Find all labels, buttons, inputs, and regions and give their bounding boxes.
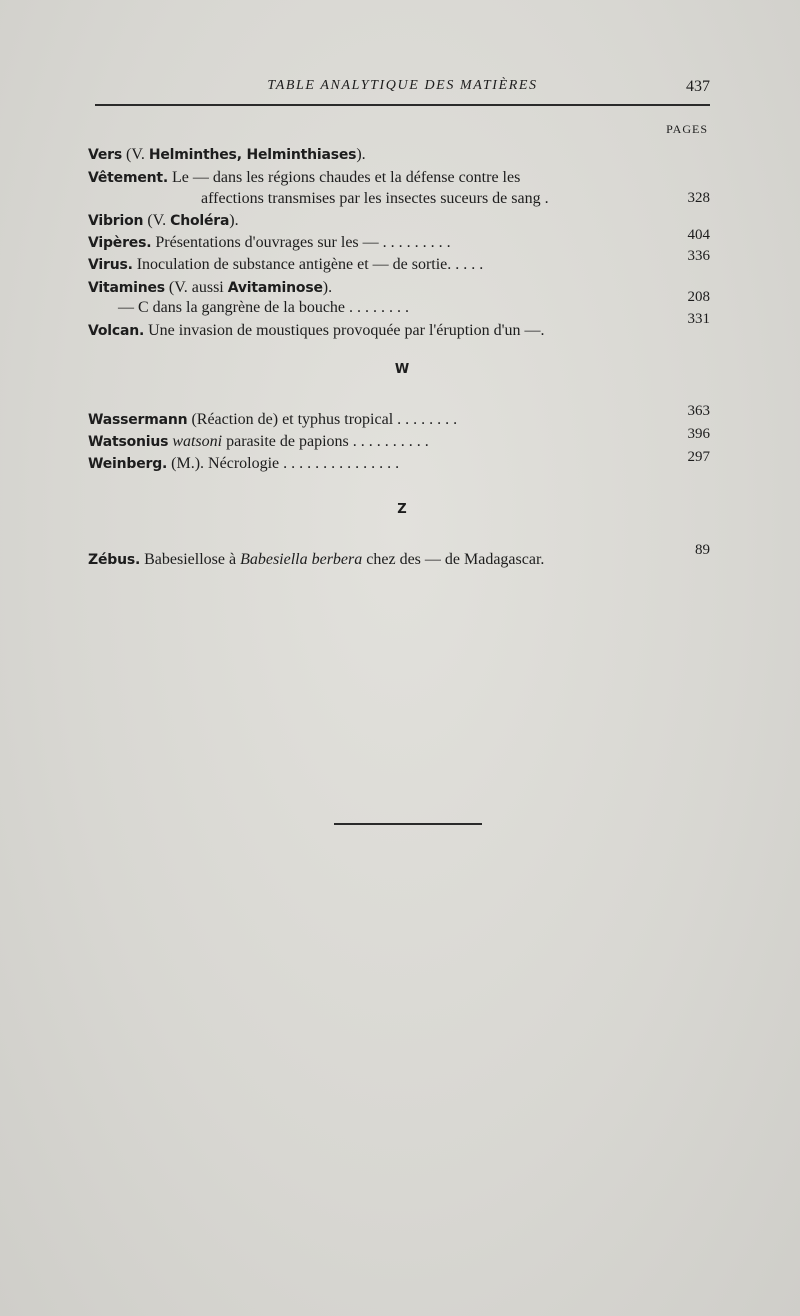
- page-reference: 331: [687, 311, 710, 327]
- page-reference: 328: [687, 190, 710, 206]
- index-entry: [88, 449, 710, 477]
- running-header: [95, 78, 710, 100]
- page-reference: 363: [687, 403, 710, 419]
- header-rule: [95, 104, 710, 106]
- page-reference: 396: [687, 426, 710, 442]
- entry-keyword: Virus.: [88, 257, 133, 273]
- page-reference: 297: [687, 449, 710, 465]
- entry-text: Vers (V. Helminthes, Helminthiases).: [88, 146, 366, 163]
- entry-keyword: Vers: [88, 147, 123, 163]
- entry-text: — C dans la gangrène de la bouche . . . . . . . .: [118, 299, 410, 316]
- entry-text: Wassermann (Réaction de) et typhus tropical . . . . . . . .: [88, 411, 458, 428]
- entry-text: affections transmises par les insectes suceurs de sang .: [201, 190, 549, 207]
- entry-keyword: Vitamines: [88, 280, 165, 296]
- index-entry: [88, 227, 710, 256]
- index-entry: [88, 311, 710, 344]
- entry-text: Vipères. Présentations d'ouvrages sur les — . . . . . . . . .: [88, 234, 451, 251]
- entry-text: Volcan. Une invasion de moustiques provoquée par l'éruption d'un —.: [88, 322, 545, 339]
- page-reference: 89: [695, 542, 710, 558]
- index-entry: [88, 146, 710, 168]
- page-reference: 336: [687, 248, 710, 264]
- entry-text: Watsonius watsoni parasite de papions . . . . . . . . . .: [88, 433, 429, 450]
- entry-keyword: Vêtement.: [88, 170, 169, 186]
- pages-column-header: PAGES: [666, 122, 708, 136]
- running-title: TABLE ANALYTIQUE DES MATIÈRES: [267, 78, 538, 93]
- index-entry: [88, 212, 710, 234]
- page-reference: 208: [687, 289, 710, 305]
- index-entry: [88, 403, 710, 433]
- entry-text: Weinberg. (M.). Nécrologie . . . . . . . . . . . . . . .: [88, 455, 400, 472]
- entry-text: Virus. Inoculation de substance antigène et — de sortie. . . . .: [88, 256, 484, 273]
- entry-keyword: Vibrion: [88, 213, 144, 229]
- index-entry: [88, 169, 710, 191]
- entry-text: Vêtement. Le — dans les régions chaudes et la défense contre les: [88, 169, 521, 186]
- index-entry-continuation: [88, 190, 710, 212]
- index-entry: [88, 248, 710, 278]
- index-entry: [88, 542, 710, 573]
- section-letter-z: Z: [397, 502, 407, 517]
- page-reference: 404: [687, 227, 710, 243]
- entry-keyword: Weinberg.: [88, 456, 168, 472]
- index-entry: [88, 279, 710, 301]
- entry-keyword: Wassermann: [88, 412, 188, 428]
- entry-keyword: Volcan.: [88, 323, 145, 339]
- entry-text: Zébus. Babesiellose à Babesiella berbera chez des — de Madagascar.: [88, 551, 545, 568]
- entry-keyword: Vipères.: [88, 235, 152, 251]
- entry-keyword: Zébus.: [88, 552, 141, 568]
- entry-text: Vitamines (V. aussi Avitaminose).: [88, 279, 333, 296]
- end-rule: [334, 823, 482, 825]
- page-number: 437: [686, 78, 710, 95]
- section-letter-w: W: [394, 362, 410, 377]
- entry-keyword: Watsonius: [88, 434, 169, 450]
- entry-text: Vibrion (V. Choléra).: [88, 212, 239, 229]
- index-entry: [88, 426, 710, 455]
- index-entry-continuation: [88, 289, 710, 321]
